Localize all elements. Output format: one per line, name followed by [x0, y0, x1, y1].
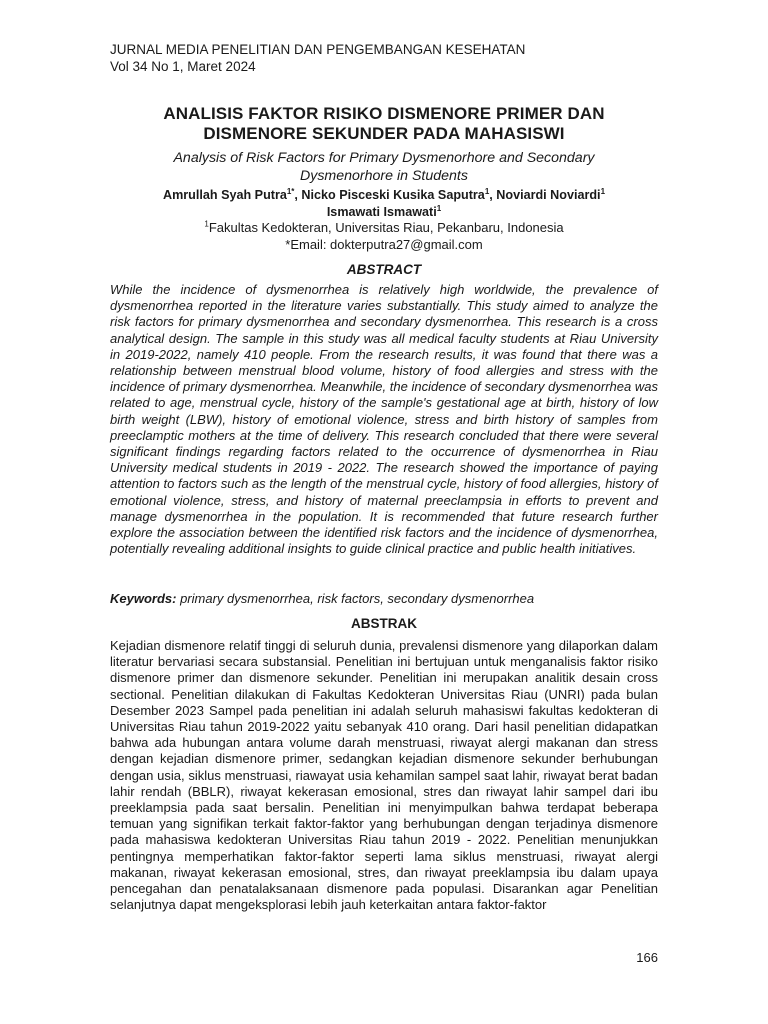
subtitle-line-2: Dysmenorhore in Students [300, 168, 468, 184]
keywords [110, 590, 658, 607]
paper-title [100, 104, 668, 144]
author-2-mark: 1 [484, 186, 490, 196]
abstract-heading: ABSTRACT [346, 262, 422, 277]
affiliation-mark: 1 [204, 219, 209, 229]
page-number: 166 [636, 950, 658, 965]
abstract-text: While the incidence of dysmenorrhea is relatively high worldwide, the prevalence of dysmenorrhea reported in the literature varies substantially. This study aimed to analyze the risk factors for primary dysmenorrhea and secondary dysmenorrhea. This research is a cross analytical design. The sample in this study was all medical faculty students at Riau University in 2019-2022, namely 410 people. From the research results, it was found that there was a relationship between menstrual blood volume, history of food allergies and stress with the incidence of primary dysmenorrhea. Meanwhile, the incidence of secondary dysmenorrhea was related to age, menstrual cycle, history of the sample's gestational age at birth, history of low birth weight (LBW), history of emotional violence, stress and birth history of samples from preeclamptic mothers at the time of delivery. This research concluded that there were several significant findings regarding factors related to the occurrence of dysmenorrhea in Riau University medical students in 2019 - 2022. The research showed the importance of paying attention to factors such as the length of the menstrual cycle, history of food allergies, history of emotional violence, stress, and history of maternal preeclampsia in efforts to prevent and manage dysmenorrhea in the population. It is recommended that future research further explore the association between the identified risk factors and the incidence of dysmenorrhea, potentially revealing additional insights to guide clinical practice and public health initiatives. [110, 282, 658, 557]
subtitle-line-1: Analysis of Risk Factors for Primary Dysmenorhore and Secondary [173, 150, 595, 166]
title-line-1: ANALISIS FAKTOR RISIKO DISMENORE PRIMER DAN [163, 104, 605, 123]
abstrak-heading: ABSTRAK [351, 616, 417, 631]
author-3-mark: 1 [600, 186, 606, 196]
affiliation-text: Fakultas Kedokteran, Universitas Riau, Pekanbaru, Indonesia [208, 220, 564, 235]
author-3: , Noviardi Noviardi [489, 188, 601, 202]
author-2: , Nicko Pisceski Kusika Saputra [294, 188, 485, 202]
keywords-text: primary dysmenorrhea, risk factors, secondary dysmenorrhea [176, 591, 535, 606]
author-list [100, 187, 668, 221]
corresponding-email: *Email: dokterputra27@gmail.com [285, 237, 483, 252]
journal-name: JURNAL MEDIA PENELITIAN DAN PENGEMBANGAN KESEHATAN [110, 42, 526, 57]
author-4: Ismawati Ismawati [326, 205, 437, 219]
author-1-mark: 1* [286, 186, 295, 196]
authors-line-1 [100, 187, 668, 204]
journal-volume: Vol 34 No 1, Maret 2024 [110, 59, 256, 74]
keywords-label: Keywords: [110, 591, 177, 606]
affiliation [100, 219, 668, 236]
author-4-mark: 1 [436, 203, 442, 213]
author-1: Amrullah Syah Putra [162, 188, 287, 202]
paper-subtitle [100, 149, 668, 185]
journal-header [110, 41, 525, 75]
abstrak-text: Kejadian dismenore relatif tinggi di seluruh dunia, prevalensi dismenore yang dilaporkan dalam literatur bervariasi secara substansial. Penelitian ini bertujuan untuk menganalisis faktor risiko dismenore primer dan dismenore sekunder. Penelitian ini merupakan analitik desain cross sectional. Penelitian dilakukan di Fakultas Kedokteran Universitas Riau (UNRI) pada bulan Desember 2023 Sampel pada penelitian ini adalah seluruh mahasiswi fakultas kedokteran di Universitas Riau tahun 2019-2022 yaitu sebanyak 410 orang. Dari hasil penelitian didapatkan bahwa ada hubungan antara volume darah menstruasi, riwayat alergi makanan dan stress dengan kejadian dismenore primer, sedangkan kejadian dismenore sekunder berhubungan dengan usia, siklus menstruasi, riawayat usia kehamilan sampel saat lahir, riwayat berat badan lahir rendah (BBLR), riwayat kekerasan emosional, stres dan riwayat lahir sampel dari ibu preeklampsia pada saat bersalin. Penelitian ini menyimpulkan bahwa terdapat beberapa temuan yang signifikan terkait faktor-faktor yang berhubungan dengan terjadinya dismenore pada mahasiswa kedokteran Universitas Riau tahun 2019 - 2022. Penelitian menunjukkan pentingnya memperhatikan faktor-faktor seperti lama siklus menstruasi, riwayat alergi makanan, riwayat kekerasan emosional, stres, dan riwayat preeklampsia ibu dalam upaya pencegahan dan penatalaksanaan dismenore pada populasi. Disarankan agar Penelitian selanjutnya dapat mengeksplorasi lebih jauh keterkaitan antara faktor-faktor [110, 638, 658, 913]
title-line-2: DISMENORE SEKUNDER PADA MAHASISWI [203, 124, 565, 143]
